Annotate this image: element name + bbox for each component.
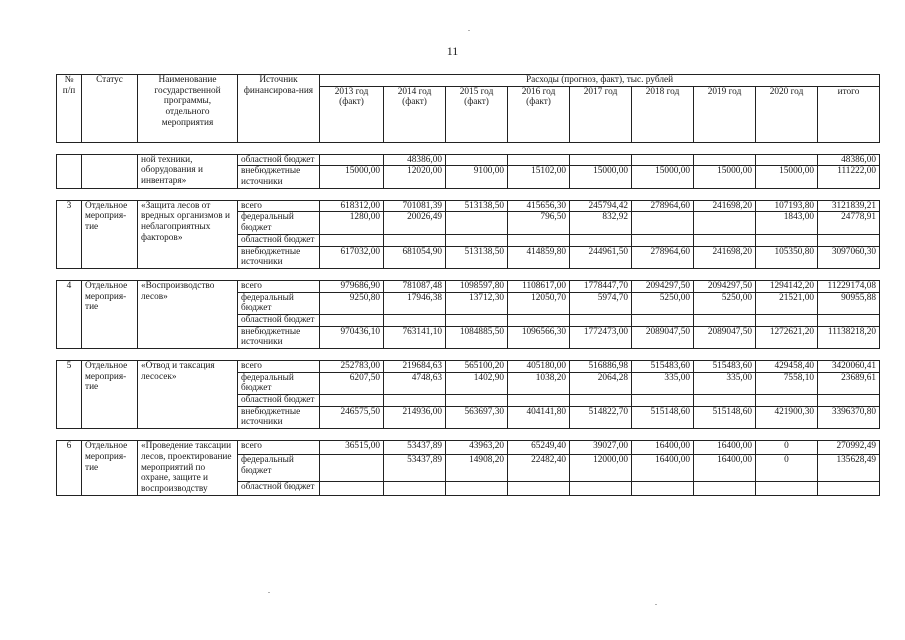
value-cell: 48386,00 [818, 154, 880, 166]
value-cell [384, 395, 446, 407]
value-cell [632, 212, 694, 234]
value-cell [756, 314, 818, 326]
value-cell [508, 481, 570, 495]
value-cell [320, 314, 384, 326]
value-cell: 979686,90 [320, 280, 384, 292]
source-cell: внебюджетные источники [238, 166, 320, 188]
scan-speck [268, 592, 270, 593]
value-cell: 14908,20 [446, 455, 508, 482]
value-cell: 796,50 [508, 212, 570, 234]
header-year: 2018 год [632, 86, 694, 142]
value-cell: 16400,00 [694, 455, 756, 482]
table-row [57, 200, 880, 212]
value-cell: 48386,00 [384, 154, 446, 166]
value-cell: 17946,38 [384, 292, 446, 314]
value-cell: 13712,30 [446, 292, 508, 314]
value-cell: 1038,20 [508, 372, 570, 394]
value-cell: 3097060,30 [818, 246, 880, 268]
value-cell: 763141,10 [384, 326, 446, 348]
value-cell: 105350,80 [756, 246, 818, 268]
header-year: 2019 год [694, 86, 756, 142]
value-cell: 20026,49 [384, 212, 446, 234]
value-cell: 4748,63 [384, 372, 446, 394]
value-cell [446, 212, 508, 234]
value-cell [632, 395, 694, 407]
source-cell: федеральный бюджет [238, 212, 320, 234]
value-cell [320, 395, 384, 407]
source-cell: всего [238, 200, 320, 212]
value-cell: 11138218,20 [818, 326, 880, 348]
row-status: Отдельное мероприя-тие [82, 280, 138, 348]
value-cell: 563697,30 [446, 406, 508, 428]
value-cell: 2094297,50 [632, 280, 694, 292]
value-cell: 23689,61 [818, 372, 880, 394]
value-cell: 1084885,50 [446, 326, 508, 348]
value-cell: 15000,00 [756, 166, 818, 188]
value-cell: 278964,60 [632, 200, 694, 212]
value-cell: 617032,00 [320, 246, 384, 268]
value-cell [570, 154, 632, 166]
spacer-cell [57, 429, 880, 441]
value-cell: 2064,28 [570, 372, 632, 394]
source-cell: всего [238, 361, 320, 373]
source-cell: внебюджетные источники [238, 326, 320, 348]
header-year: 2017 год [570, 86, 632, 142]
value-cell [818, 395, 880, 407]
value-cell: 701081,39 [384, 200, 446, 212]
value-cell: 5250,00 [632, 292, 694, 314]
row-name: «Воспроизводство лесов» [138, 280, 238, 348]
value-cell: 2089047,50 [632, 326, 694, 348]
header-row [57, 75, 880, 87]
row-status: Отдельное мероприя-тие [82, 441, 138, 495]
value-cell: 515148,60 [694, 406, 756, 428]
budget-table [56, 74, 880, 496]
value-cell: 3121839,21 [818, 200, 880, 212]
value-cell: 9100,00 [446, 166, 508, 188]
source-cell: всего [238, 441, 320, 455]
value-cell [446, 234, 508, 246]
row-name: «Проведение таксации лесов, проектирование мероприятий по охране, защите и воспроизводству [138, 441, 238, 495]
source-cell: федеральный бюджет [238, 292, 320, 314]
value-cell [320, 154, 384, 166]
value-cell: 681054,90 [384, 246, 446, 268]
row-number [57, 154, 82, 188]
value-cell [818, 481, 880, 495]
value-cell: 5974,70 [570, 292, 632, 314]
value-cell: 429458,40 [756, 361, 818, 373]
value-cell: 244961,50 [570, 246, 632, 268]
value-cell [570, 314, 632, 326]
value-cell: 1098597,80 [446, 280, 508, 292]
value-cell: 65249,40 [508, 441, 570, 455]
value-cell: 1280,00 [320, 212, 384, 234]
header-year: итого [818, 86, 880, 142]
source-cell: областной бюджет [238, 234, 320, 246]
header-year: 2020 год [756, 86, 818, 142]
source-cell: областной бюджет [238, 395, 320, 407]
value-cell: 278964,60 [632, 246, 694, 268]
value-cell: 15000,00 [320, 166, 384, 188]
table-row [57, 441, 880, 455]
value-cell: 514822,70 [570, 406, 632, 428]
value-cell: 16400,00 [632, 455, 694, 482]
value-cell: 241698,20 [694, 246, 756, 268]
value-cell: 15102,00 [508, 166, 570, 188]
value-cell [508, 154, 570, 166]
header-year: 2014 год (факт) [384, 86, 446, 142]
value-cell: 421900,30 [756, 406, 818, 428]
value-cell: 15000,00 [570, 166, 632, 188]
value-cell: 107193,80 [756, 200, 818, 212]
source-cell: всего [238, 280, 320, 292]
value-cell: 405180,00 [508, 361, 570, 373]
header-source: Источник финансирова-ния [238, 75, 320, 143]
value-cell: 11229174,08 [818, 280, 880, 292]
value-cell: 618312,00 [320, 200, 384, 212]
value-cell [446, 395, 508, 407]
table-row [57, 154, 880, 166]
source-cell: внебюджетные источники [238, 406, 320, 428]
value-cell: 781087,48 [384, 280, 446, 292]
value-cell [508, 314, 570, 326]
header-num: № п/п [57, 75, 82, 143]
value-cell: 516886,98 [570, 361, 632, 373]
value-cell: 6207,50 [320, 372, 384, 394]
value-cell [632, 154, 694, 166]
value-cell: 16400,00 [632, 441, 694, 455]
value-cell: 36515,00 [320, 441, 384, 455]
value-cell [756, 234, 818, 246]
table-row [57, 361, 880, 373]
value-cell: 414859,80 [508, 246, 570, 268]
header-year: 2015 год (факт) [446, 86, 508, 142]
value-cell: 24778,91 [818, 212, 880, 234]
value-cell: 219684,63 [384, 361, 446, 373]
value-cell: 832,92 [570, 212, 632, 234]
spacer-cell [57, 142, 880, 154]
value-cell: 1778447,70 [570, 280, 632, 292]
value-cell: 7558,10 [756, 372, 818, 394]
source-cell: федеральный бюджет [238, 372, 320, 394]
value-cell: 135628,49 [818, 455, 880, 482]
value-cell: 415656,30 [508, 200, 570, 212]
spacer-cell [57, 268, 880, 280]
value-cell: 0 [756, 441, 818, 455]
value-cell [632, 234, 694, 246]
value-cell: 252783,00 [320, 361, 384, 373]
value-cell [320, 234, 384, 246]
header-status: Статус [82, 75, 138, 143]
value-cell: 970436,10 [320, 326, 384, 348]
value-cell: 2094297,50 [694, 280, 756, 292]
value-cell: 241698,20 [694, 200, 756, 212]
value-cell: 246575,50 [320, 406, 384, 428]
row-number: 3 [57, 200, 82, 268]
source-cell: федеральный бюджет [238, 455, 320, 482]
value-cell [570, 395, 632, 407]
value-cell: 53437,89 [384, 455, 446, 482]
scan-speck [655, 604, 657, 605]
row-status: Отдельное мероприя-тие [82, 361, 138, 429]
value-cell: 12020,00 [384, 166, 446, 188]
value-cell: 90955,88 [818, 292, 880, 314]
scan-speck [468, 30, 470, 31]
value-cell: 12000,00 [570, 455, 632, 482]
value-cell: 1843,00 [756, 212, 818, 234]
value-cell [694, 212, 756, 234]
value-cell: 1272621,20 [756, 326, 818, 348]
spacer-row [57, 429, 880, 441]
source-cell: областной бюджет [238, 314, 320, 326]
value-cell: 245794,42 [570, 200, 632, 212]
value-cell: 515483,60 [694, 361, 756, 373]
source-cell: областной бюджет [238, 154, 320, 166]
header-name: Наименование государственной программы, отдельного мероприятия [138, 75, 238, 143]
value-cell: 111222,00 [818, 166, 880, 188]
value-cell [756, 481, 818, 495]
page-number: 11 [446, 44, 459, 58]
value-cell: 404141,80 [508, 406, 570, 428]
value-cell: 39027,00 [570, 441, 632, 455]
value-cell: 515148,60 [632, 406, 694, 428]
source-cell: внебюджетные источники [238, 246, 320, 268]
value-cell: 9250,80 [320, 292, 384, 314]
value-cell [632, 314, 694, 326]
header-year: 2013 год (факт) [320, 86, 384, 142]
value-cell [384, 481, 446, 495]
row-number: 4 [57, 280, 82, 348]
value-cell: 0 [756, 455, 818, 482]
value-cell: 1772473,00 [570, 326, 632, 348]
spacer-cell [57, 188, 880, 200]
value-cell [756, 395, 818, 407]
value-cell [694, 234, 756, 246]
row-status: Отдельное мероприя-тие [82, 200, 138, 268]
value-cell: 513138,50 [446, 200, 508, 212]
value-cell [320, 481, 384, 495]
value-cell [818, 314, 880, 326]
value-cell [570, 481, 632, 495]
value-cell [694, 314, 756, 326]
header-expenses: Расходы (прогноз, факт), тыс. рублей [320, 75, 880, 87]
value-cell: 335,00 [694, 372, 756, 394]
value-cell [320, 455, 384, 482]
source-cell: областной бюджет [238, 481, 320, 495]
spacer-row [57, 349, 880, 361]
value-cell: 1294142,20 [756, 280, 818, 292]
value-cell: 5250,00 [694, 292, 756, 314]
value-cell: 515483,60 [632, 361, 694, 373]
value-cell: 214936,00 [384, 406, 446, 428]
row-number: 5 [57, 361, 82, 429]
spacer-row [57, 268, 880, 280]
value-cell [694, 395, 756, 407]
value-cell: 22482,40 [508, 455, 570, 482]
value-cell: 21521,00 [756, 292, 818, 314]
spacer-row [57, 142, 880, 154]
value-cell: 3396370,80 [818, 406, 880, 428]
value-cell [446, 154, 508, 166]
value-cell: 16400,00 [694, 441, 756, 455]
value-cell: 12050,70 [508, 292, 570, 314]
value-cell: 335,00 [632, 372, 694, 394]
row-number: 6 [57, 441, 82, 495]
row-name: «Защита лесов от вредных организмов и неблагоприятных факторов» [138, 200, 238, 268]
value-cell [508, 395, 570, 407]
row-status [82, 154, 138, 188]
value-cell: 1108617,00 [508, 280, 570, 292]
value-cell [694, 154, 756, 166]
value-cell [756, 154, 818, 166]
value-cell [384, 314, 446, 326]
row-name: ной техники, оборудования и инвентаря» [138, 154, 238, 188]
row-name: «Отвод и таксация лесосек» [138, 361, 238, 429]
value-cell [446, 481, 508, 495]
value-cell: 15000,00 [694, 166, 756, 188]
spacer-row [57, 188, 880, 200]
value-cell: 1402,90 [446, 372, 508, 394]
value-cell: 15000,00 [632, 166, 694, 188]
table-row [57, 280, 880, 292]
value-cell: 2089047,50 [694, 326, 756, 348]
value-cell [508, 234, 570, 246]
value-cell: 3420060,41 [818, 361, 880, 373]
value-cell: 565100,20 [446, 361, 508, 373]
value-cell: 43963,20 [446, 441, 508, 455]
value-cell [446, 314, 508, 326]
value-cell [694, 481, 756, 495]
value-cell [818, 234, 880, 246]
value-cell: 1096566,30 [508, 326, 570, 348]
header-year: 2016 год (факт) [508, 86, 570, 142]
value-cell [384, 234, 446, 246]
value-cell [632, 481, 694, 495]
value-cell: 270992,49 [818, 441, 880, 455]
value-cell: 513138,50 [446, 246, 508, 268]
spacer-cell [57, 349, 880, 361]
value-cell [570, 234, 632, 246]
value-cell: 53437,89 [384, 441, 446, 455]
